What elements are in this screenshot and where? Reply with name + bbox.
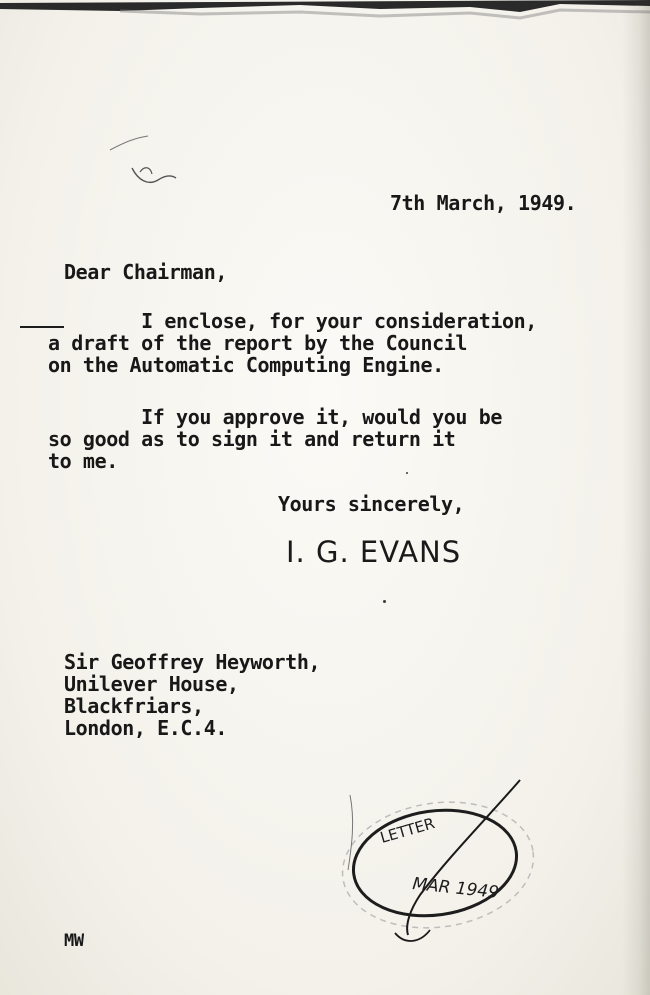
torn-top-edge xyxy=(0,0,650,26)
address-line: London, E.C.4. xyxy=(64,716,227,740)
stamp-top-text: LETTER xyxy=(378,814,437,847)
closing: Yours sincerely, xyxy=(278,492,465,516)
letter-received-stamp xyxy=(330,775,560,955)
pencil-scribble-mark xyxy=(100,130,190,200)
ink-speck xyxy=(383,600,386,603)
body-paragraph-1: I enclose, for your consideration, a draft of the report by the Council on the Automatic Computing Engine. xyxy=(48,309,537,377)
address-line: Unilever House, xyxy=(64,672,239,696)
salutation: Dear Chairman, xyxy=(64,260,227,284)
typist-initials: MW xyxy=(64,931,84,951)
page-edge-shadow xyxy=(622,0,650,995)
address-line: Sir Geoffrey Heyworth, xyxy=(64,650,321,674)
body-paragraph-2: If you approve it, would you be so good as to sign it and return it to me. xyxy=(48,405,502,473)
rubber-stamp-signature: I. G. EVANS xyxy=(286,535,462,569)
address-line: Blackfriars, xyxy=(64,694,204,718)
stamp-date-text: MAR 1949 xyxy=(411,874,500,904)
letter-date: 7th March, 1949. xyxy=(390,191,577,215)
recipient-address xyxy=(64,651,320,739)
ink-speck xyxy=(406,472,408,474)
